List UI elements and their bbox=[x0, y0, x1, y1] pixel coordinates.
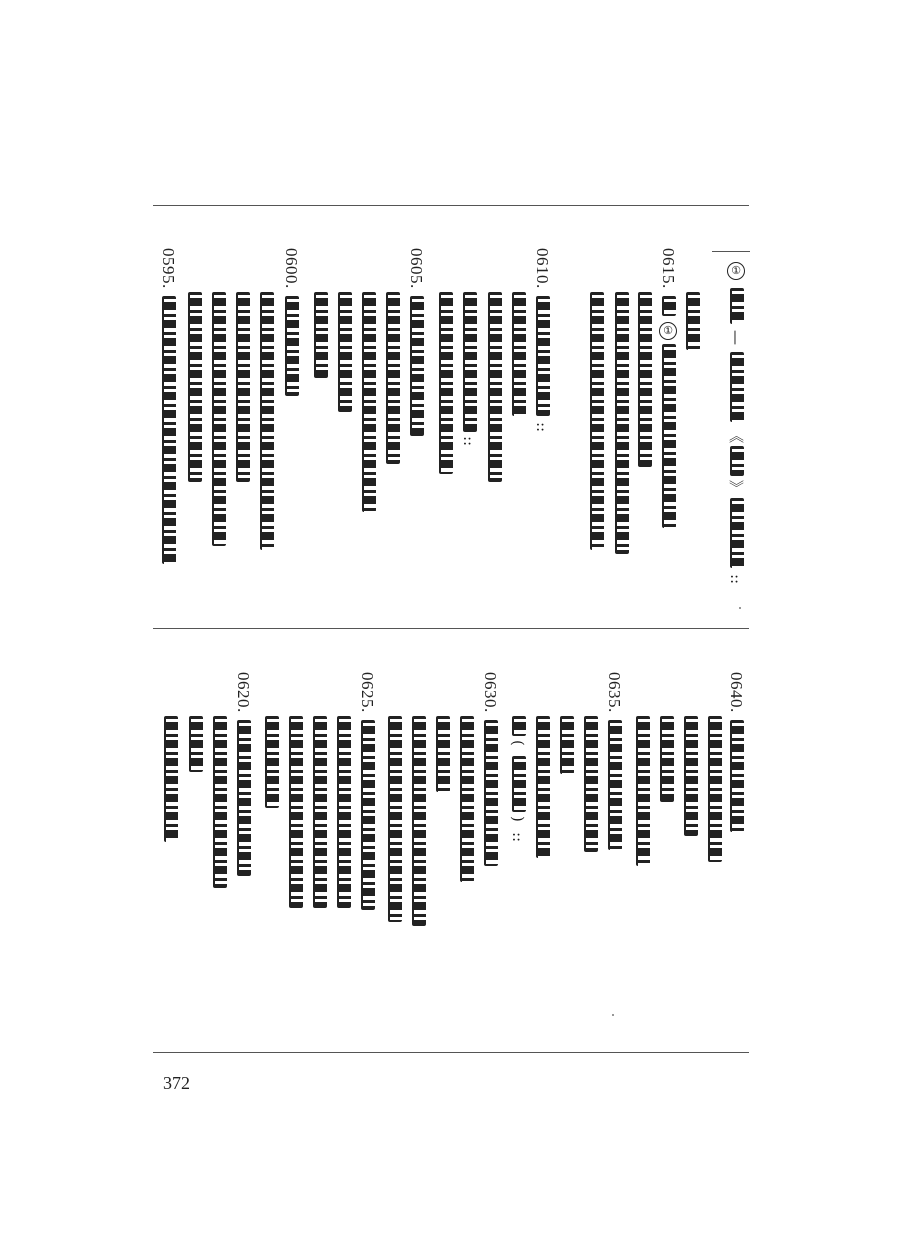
line-number: 0605. bbox=[407, 248, 426, 289]
line-0630 bbox=[480, 672, 500, 872]
colon-mark: :: bbox=[460, 436, 478, 447]
mongolian-text bbox=[313, 716, 327, 908]
middle-rule bbox=[153, 628, 749, 629]
mongolian-text bbox=[730, 288, 744, 324]
line-continuation bbox=[682, 292, 702, 352]
line-number: 0625. bbox=[358, 672, 377, 713]
line-0610-b bbox=[508, 292, 528, 422]
line-0600-d bbox=[208, 292, 228, 550]
close-quote: 》 bbox=[727, 480, 745, 495]
mongolian-text bbox=[237, 720, 251, 876]
mongolian-text bbox=[189, 716, 203, 772]
line-number: 0630. bbox=[481, 672, 500, 713]
line-0615-d bbox=[586, 292, 606, 554]
line-number: 0600. bbox=[282, 248, 301, 289]
mongolian-text bbox=[410, 296, 424, 436]
mongolian-text bbox=[512, 292, 526, 416]
mongolian-text bbox=[512, 756, 526, 812]
line-0615 bbox=[658, 248, 678, 548]
line-0620 bbox=[233, 672, 253, 882]
mongolian-text bbox=[708, 716, 722, 862]
paren-close: ) bbox=[509, 816, 527, 822]
mongolian-text bbox=[188, 292, 202, 482]
line-0605-c bbox=[358, 292, 378, 516]
colon-mark: :: bbox=[509, 832, 527, 843]
line-0605-e bbox=[310, 292, 330, 382]
dash: — bbox=[727, 330, 745, 345]
mongolian-text bbox=[584, 716, 598, 852]
line-0610-c bbox=[484, 292, 504, 488]
line-number: 0620. bbox=[234, 672, 253, 713]
mongolian-text bbox=[236, 292, 250, 482]
mongolian-text bbox=[560, 716, 574, 774]
mongolian-text bbox=[314, 292, 328, 378]
speck bbox=[739, 607, 741, 609]
line-number: 0595. bbox=[159, 248, 178, 289]
mongolian-text bbox=[265, 716, 279, 808]
line-number: 0610. bbox=[533, 248, 552, 289]
top-rule bbox=[153, 205, 749, 206]
footnote-marker: ① bbox=[727, 262, 745, 280]
footnote-column bbox=[726, 262, 746, 592]
mongolian-text bbox=[388, 716, 402, 922]
mongolian-text bbox=[289, 716, 303, 908]
line-0625-c bbox=[309, 716, 329, 912]
mongolian-text bbox=[608, 720, 622, 850]
line-0625-b bbox=[333, 716, 353, 912]
line-0625-d bbox=[285, 716, 305, 912]
mongolian-text bbox=[512, 716, 526, 736]
mongolian-text bbox=[362, 292, 376, 512]
mongolian-text bbox=[484, 720, 498, 866]
line-0605-d bbox=[334, 292, 354, 416]
speck bbox=[612, 1014, 614, 1016]
mongolian-text bbox=[730, 352, 744, 422]
bottom-rule bbox=[153, 1052, 749, 1053]
line-0635-c bbox=[556, 716, 576, 776]
page-number: 372 bbox=[163, 1073, 190, 1093]
line-0595 bbox=[158, 248, 178, 568]
line-number: 0640. bbox=[727, 672, 746, 713]
mongolian-text bbox=[213, 716, 227, 888]
mongolian-text bbox=[338, 292, 352, 412]
mongolian-text bbox=[536, 716, 550, 858]
line-0640-e bbox=[632, 716, 652, 870]
line-0630-e bbox=[384, 716, 404, 926]
mongolian-text bbox=[386, 292, 400, 464]
mongolian-text bbox=[460, 716, 474, 882]
line-0600-c bbox=[232, 292, 252, 488]
line-0625-e bbox=[261, 716, 281, 812]
line-0640-d bbox=[656, 716, 676, 806]
line-0620-b bbox=[209, 716, 229, 892]
mongolian-text bbox=[686, 292, 700, 350]
line-number: 0615. bbox=[659, 248, 678, 289]
mongolian-text bbox=[412, 716, 426, 926]
line-0610-d bbox=[459, 292, 479, 458]
mongolian-text bbox=[436, 716, 450, 792]
mongolian-text bbox=[636, 716, 650, 866]
mongolian-text bbox=[662, 344, 676, 528]
line-0605-b bbox=[382, 292, 402, 472]
mongolian-text bbox=[212, 292, 226, 546]
line-0600 bbox=[281, 248, 301, 458]
inline-footnote-marker: ① bbox=[659, 322, 677, 340]
line-0600-b bbox=[256, 292, 276, 554]
mongolian-text bbox=[337, 716, 351, 908]
line-0640-b bbox=[704, 716, 724, 866]
line-0630-c bbox=[432, 716, 452, 796]
line-number: 0635. bbox=[605, 672, 624, 713]
line-0600-e bbox=[184, 292, 204, 488]
end-mark: :: bbox=[727, 574, 745, 585]
mongolian-text bbox=[638, 292, 652, 467]
line-0640 bbox=[726, 672, 746, 832]
line-0640-c bbox=[680, 716, 700, 840]
mongolian-text bbox=[730, 498, 744, 568]
mongolian-text bbox=[285, 296, 299, 396]
line-0610 bbox=[532, 248, 552, 448]
line-0635-d bbox=[532, 716, 552, 862]
mongolian-text bbox=[536, 296, 550, 416]
mongolian-text bbox=[164, 716, 178, 842]
open-quote: 《 bbox=[727, 428, 745, 443]
line-0625 bbox=[357, 672, 377, 912]
mongolian-text bbox=[162, 296, 176, 564]
line-0635 bbox=[604, 672, 624, 852]
mongolian-text bbox=[684, 716, 698, 836]
line-0635-e bbox=[508, 716, 528, 856]
mongolian-text bbox=[662, 296, 676, 316]
line-0635-b bbox=[580, 716, 600, 856]
mongolian-text bbox=[660, 716, 674, 802]
mongolian-text bbox=[615, 292, 629, 554]
mongolian-text bbox=[488, 292, 502, 482]
footnote-separator bbox=[712, 251, 750, 252]
line-0620-d bbox=[160, 716, 180, 846]
mongolian-text bbox=[463, 292, 477, 432]
mongolian-text bbox=[730, 720, 744, 832]
mongolian-text bbox=[361, 720, 375, 910]
line-0615-b bbox=[634, 292, 654, 472]
line-0630-d bbox=[408, 716, 428, 930]
colon-mark: :: bbox=[533, 422, 551, 433]
mongolian-text bbox=[260, 292, 274, 550]
mongolian-text bbox=[590, 292, 604, 550]
line-0630-b bbox=[456, 716, 476, 886]
mongolian-text bbox=[439, 292, 453, 474]
paren-open: ( bbox=[509, 740, 527, 746]
line-0615-c bbox=[611, 292, 631, 557]
line-0605 bbox=[406, 248, 426, 448]
mongolian-text bbox=[730, 446, 744, 476]
line-0610-e bbox=[435, 292, 455, 478]
line-0620-c bbox=[185, 716, 205, 776]
